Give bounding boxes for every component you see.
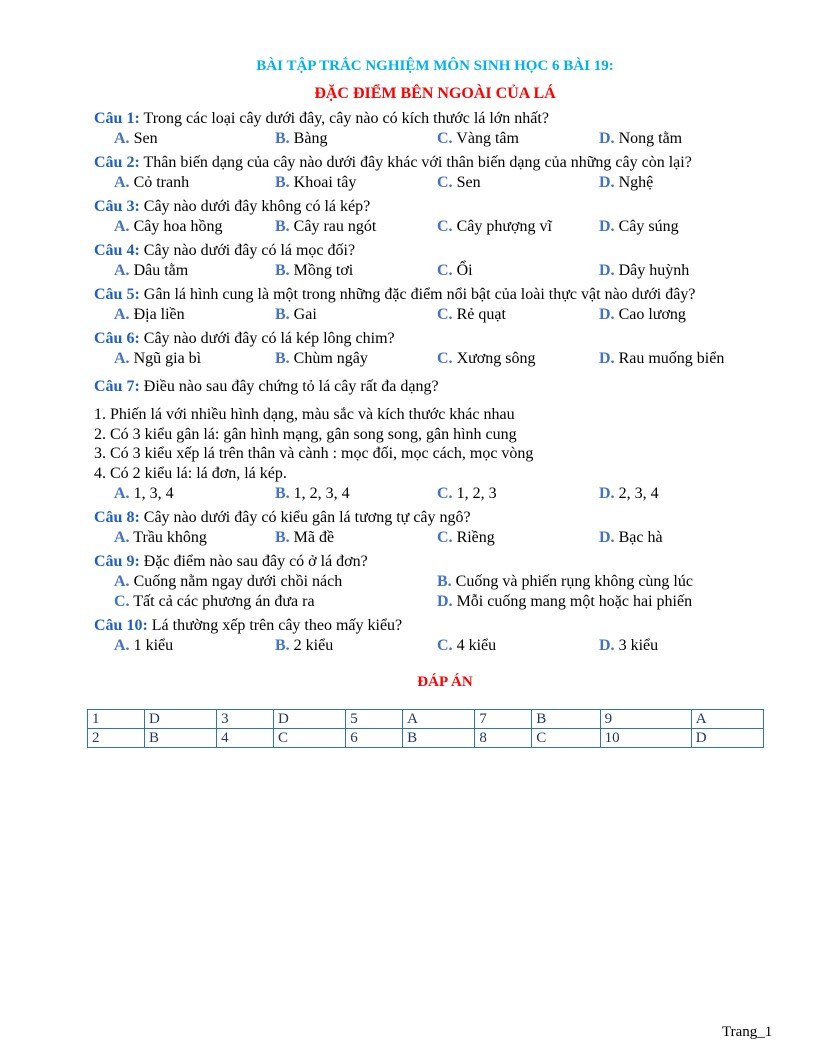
question-7-options <box>114 485 794 503</box>
table-cell: 8 <box>475 729 532 748</box>
question-label: Câu 2: <box>94 154 140 171</box>
question-9-options-row2 <box>114 593 794 611</box>
question-6-options <box>114 350 794 368</box>
question-text: Cây nào dưới đây không có lá kép? <box>143 198 371 215</box>
option-d: D. Rau muống biển <box>599 350 725 367</box>
question-3-options <box>114 218 794 236</box>
question-text: Lá thường xếp trên cây theo mấy kiểu? <box>151 617 403 634</box>
question-label: Câu 4: <box>94 242 140 259</box>
table-cell: B <box>532 710 600 729</box>
answer-heading: ĐÁP ÁN <box>417 674 473 690</box>
question-label: Câu 10: <box>94 617 148 634</box>
option-b: B. 2 kiểu <box>275 637 334 654</box>
table-cell: 10 <box>600 729 691 748</box>
page-footer: Trang_1 <box>722 1024 773 1040</box>
table-cell: D <box>691 729 763 748</box>
statement-4: 4. Có 2 kiểu lá: lá đơn, lá kép. <box>94 465 287 482</box>
table-cell: A <box>403 710 475 729</box>
statement-1: 1. Phiến lá với nhiều hình dạng, màu sắc và kích thước khác nhau <box>94 406 515 423</box>
question-label: Câu 5: <box>94 286 140 303</box>
option-b: B. Chùm ngây <box>275 350 368 367</box>
option-a: A. 1, 3, 4 <box>114 485 174 502</box>
table-cell: D <box>274 710 346 729</box>
question-9-options-row1 <box>114 573 794 591</box>
question-8-options <box>114 529 794 547</box>
worksheet-title: BÀI TẬP TRẮC NGHIỆM MÔN SINH HỌC 6 BÀI 19: <box>256 58 614 74</box>
option-d: D. Cây súng <box>599 218 679 235</box>
question-text: Cây nào dưới đây có lá mọc đối? <box>143 242 356 259</box>
question-5 <box>94 286 695 304</box>
table-cell: 5 <box>346 710 403 729</box>
option-c: C. 4 kiểu <box>437 637 497 654</box>
worksheet-subtitle: ĐẶC ĐIỂM BÊN NGOÀI CỦA LÁ <box>314 85 556 102</box>
answer-table <box>87 709 764 748</box>
table-cell: B <box>403 729 475 748</box>
option-c: C. Sen <box>437 174 481 191</box>
option-a: A. 1 kiểu <box>114 637 174 654</box>
option-c: C. Vàng tâm <box>437 130 519 147</box>
option-a: A. Sen <box>114 130 158 147</box>
question-5-options <box>114 306 794 324</box>
question-label: Câu 7: <box>94 378 140 395</box>
question-4 <box>94 242 355 260</box>
question-4-options <box>114 262 794 280</box>
question-label: Câu 1: <box>94 110 140 127</box>
option-b: B. Bàng <box>275 130 328 147</box>
table-cell: 6 <box>346 729 403 748</box>
option-a: A. Ngũ gia bì <box>114 350 202 367</box>
option-a: A. Cây hoa hồng <box>114 218 223 235</box>
question-label: Câu 8: <box>94 509 140 526</box>
option-d: D. 2, 3, 4 <box>599 485 659 502</box>
option-c: C. Rẻ quạt <box>437 306 506 323</box>
option-c: C. Tất cả các phương án đưa ra <box>114 593 315 610</box>
table-cell: A <box>691 710 763 729</box>
option-a: A. Cỏ tranh <box>114 174 190 191</box>
option-b: B. Khoai tây <box>275 174 357 191</box>
table-cell: 2 <box>88 729 145 748</box>
option-c: C. Ổi <box>437 262 473 279</box>
option-d: D. 3 kiểu <box>599 637 659 654</box>
question-1-options <box>114 130 794 148</box>
option-d: D. Nghệ <box>599 174 654 191</box>
option-b: B. Mồng tơi <box>275 262 354 279</box>
question-7 <box>94 378 439 396</box>
table-row <box>88 729 764 748</box>
question-text: Thân biến dạng của cây nào dưới đây khác với thân biến dạng của những cây còn lại? <box>143 154 692 171</box>
statement-2: 2. Có 3 kiểu gân lá: gân hình mạng, gân song song, gân hình cung <box>94 426 517 443</box>
question-8 <box>94 509 471 527</box>
question-text: Cây nào dưới đây có lá kép lông chim? <box>143 330 395 347</box>
option-b: B. Gai <box>275 306 317 323</box>
option-b: B. 1, 2, 3, 4 <box>275 485 350 502</box>
question-text: Gân lá hình cung là một trong những đặc điểm nổi bật của loài thực vật nào dưới đây? <box>143 286 696 303</box>
question-label: Câu 3: <box>94 198 140 215</box>
option-a: A. Cuống nằm ngay dưới chồi nách <box>114 573 343 590</box>
question-2 <box>94 154 692 172</box>
question-text: Trong các loại cây dưới đây, cây nào có kích thước lá lớn nhất? <box>143 110 549 127</box>
option-a: A. Địa liền <box>114 306 185 323</box>
question-1 <box>94 110 549 128</box>
option-b: B. Cây rau ngót <box>275 218 377 235</box>
question-6 <box>94 330 395 348</box>
question-label: Câu 9: <box>94 553 140 570</box>
question-2-options <box>114 174 794 192</box>
option-d: D. Dây huỳnh <box>599 262 690 279</box>
table-cell: 3 <box>217 710 274 729</box>
question-text: Điều nào sau đây chứng tỏ lá cây rất đa dạng? <box>143 378 439 395</box>
table-cell: D <box>144 710 216 729</box>
table-cell: B <box>144 729 216 748</box>
question-3 <box>94 198 370 216</box>
option-c: C. Riềng <box>437 529 495 546</box>
option-c: C. 1, 2, 3 <box>437 485 497 502</box>
option-d: D. Bạc hà <box>599 529 663 546</box>
table-row <box>88 710 764 729</box>
statement-3: 3. Có 3 kiểu xếp lá trên thân và cành : mọc đối, mọc cách, mọc vòng <box>94 445 534 462</box>
option-a: A. Trầu không <box>114 529 207 546</box>
question-label: Câu 6: <box>94 330 140 347</box>
question-9 <box>94 553 368 571</box>
option-d: D. Cao lương <box>599 306 686 323</box>
question-text: Cây nào dưới đây có kiểu gân lá tương tự cây ngô? <box>143 509 471 526</box>
option-a: A. Dâu tằm <box>114 262 189 279</box>
table-cell: 9 <box>600 710 691 729</box>
table-cell: 4 <box>217 729 274 748</box>
question-text: Đặc điểm nào sau đây có ở lá đơn? <box>143 553 368 570</box>
table-cell: C <box>274 729 346 748</box>
table-cell: 7 <box>475 710 532 729</box>
option-d: D. Mỗi cuống mang một hoặc hai phiến <box>437 593 693 610</box>
table-cell: C <box>532 729 600 748</box>
option-b: B. Mã đề <box>275 529 335 546</box>
option-c: C. Xương sông <box>437 350 536 367</box>
question-10-options <box>114 637 794 655</box>
option-b: B. Cuống và phiến rụng không cùng lúc <box>437 573 693 590</box>
question-10 <box>94 617 402 635</box>
option-c: C. Cây phượng vĩ <box>437 218 552 235</box>
table-cell: 1 <box>88 710 145 729</box>
option-d: D. Nong tằm <box>599 130 683 147</box>
